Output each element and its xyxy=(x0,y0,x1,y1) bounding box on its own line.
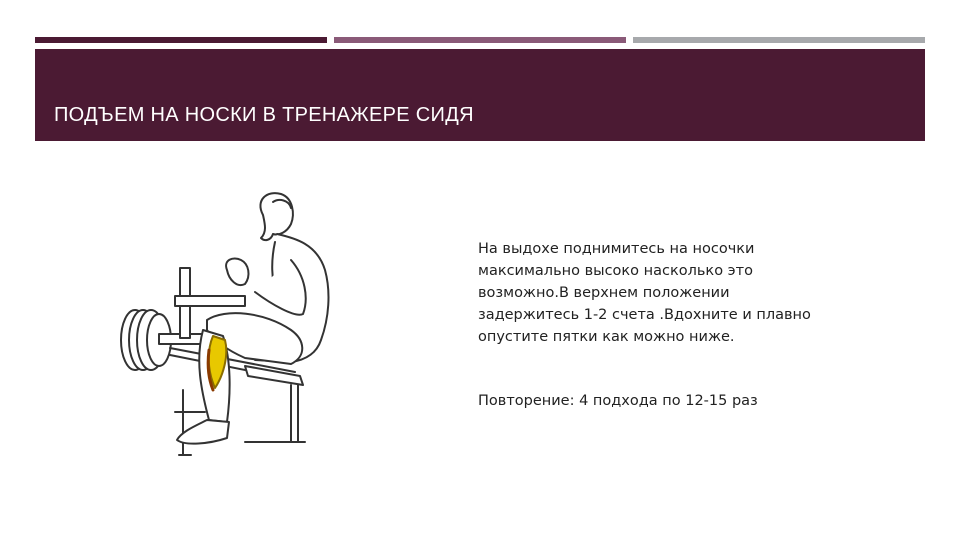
repetition-text: Повторение: 4 подхода по 12-15 раз xyxy=(478,393,758,409)
accent-bar-middle xyxy=(334,37,626,43)
accent-bar-right xyxy=(633,37,925,43)
exercise-description: На выдохе поднимитесь на носочки максимально высоко насколько это возможно.В верхнем положении задержитесь 1-2 счета .Вдохните и плавно опустите пятки как можно ниже. xyxy=(478,241,811,345)
accent-bar-left xyxy=(35,37,327,43)
slide-title: ПОДЪЕМ НА НОСКИ В ТРЕНАЖЕРЕ СИДЯ xyxy=(54,104,474,126)
title-band xyxy=(35,49,925,141)
seated-calf-raise-illustration xyxy=(95,180,395,470)
